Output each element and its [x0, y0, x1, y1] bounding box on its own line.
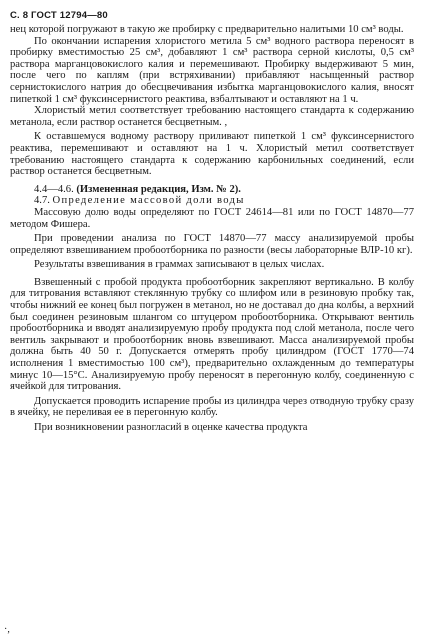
section-heading-4-7: [10, 195, 414, 207]
amendment-note: (Измененная редакция, Изм. № 2).: [76, 183, 241, 195]
section-number-4-7: 4.7.: [34, 195, 50, 207]
paragraph-carbonyl-test: К оставшемуся водному раствору приливают пипеткой 1 см³ фуксинсернистого реактива, перемешивают и оставляют на 1 ч. Хлористый метил соответствует требованию настоящего стандарта к содержанию карбонильных соединений, если раствор останется бесцветным.: [10, 131, 414, 178]
paragraph-weighing-results: Результаты взвешивания в граммах записывают в целых числах.: [34, 259, 325, 271]
paragraph-water-method: Массовую долю воды определяют по ГОСТ 24614—81 или по ГОСТ 14870—77 методом Фишера.: [10, 206, 414, 230]
paragraph-evaporation-allowed: Допускается проводить испарение пробы из цилиндра через отводную трубку сразу в ячейку, не переливая ее в перегонную колбу.: [10, 395, 414, 419]
paragraph-disagreements: При возникновении разногласий в оценке качества продукта: [34, 422, 308, 433]
paragraph-methanol-requirement: Хлористый метил соответствует требованию настоящего стандарта к содержанию метанола, если раствор останется бесцветным. ,: [10, 105, 414, 128]
page-body: [10, 24, 414, 434]
paragraph-methyl-chloride-evaporation: По окончании испарения хлористого метила 5 см³ водного раствора переносят в пробирку вместимостью 25 см³, добавляют 1 см³ раствора серной кислоты, 0,5 см³ раствора марганцовокислого калия и перемешивают. Пробирку выдерживают 5 мин, после чего по каплям (при встряхивании) прибавляют насыщенный раствор сернистокислого натрия до обесцвечивания избытка марганцовокислого калия, вносят пипеткой 1 см³ фуксинсернистого реактива, взбалтывают и оставляют на 1 ч.: [10, 35, 414, 105]
section-number-4-4: 4.4—4.6.: [34, 183, 74, 195]
page-header: С. 8 ГОСТ 12794—80: [10, 10, 108, 21]
paragraph-sampler-procedure: Взвешенный с пробой продукта пробоотборник закрепляют вертикально. В колбу для титрования вставляют стеклянную трубку со шлифом или в резиновую пробку так, чтобы нижний ее конец был погружен в метанол, но не доставал до дна колбы, а верхний был соединен резиновым шлангом со штуцером пробоотборника. Открывают вентиль пробоотборника и вводят анализируемую пробу продукта под слой метанола, после чего вентиль закрывают и пробоотборник вновь взвешивают. Масса анализируемой пробы должна быть 40 50 г. Допускается отмерять пробу цилиндром (ГОСТ 1770—74 исполнения 1 вместимостью 100 см³), предварительно охлажденным до температуры минус 10—15°С. Анализируемую пробу переносят в перегонную колбу, соединенную с ячейкой для титрования.: [10, 276, 414, 393]
paragraph-amendment: [10, 184, 414, 196]
paragraph-continuation: нец которой погружают в такую же пробирку с предварительно налитыми 10 см³ воды.: [10, 24, 404, 35]
paragraph-sample-weighing: При проведении анализа по ГОСТ 14870—77 массу анализируемой пробы определяют взвешиванием пробоотборника по разности (весы лабораторные ВЛР-10 кг).: [10, 233, 414, 256]
margin-mark: ·,: [4, 624, 10, 635]
section-title-water: Определение массовой доли воды: [52, 195, 245, 207]
